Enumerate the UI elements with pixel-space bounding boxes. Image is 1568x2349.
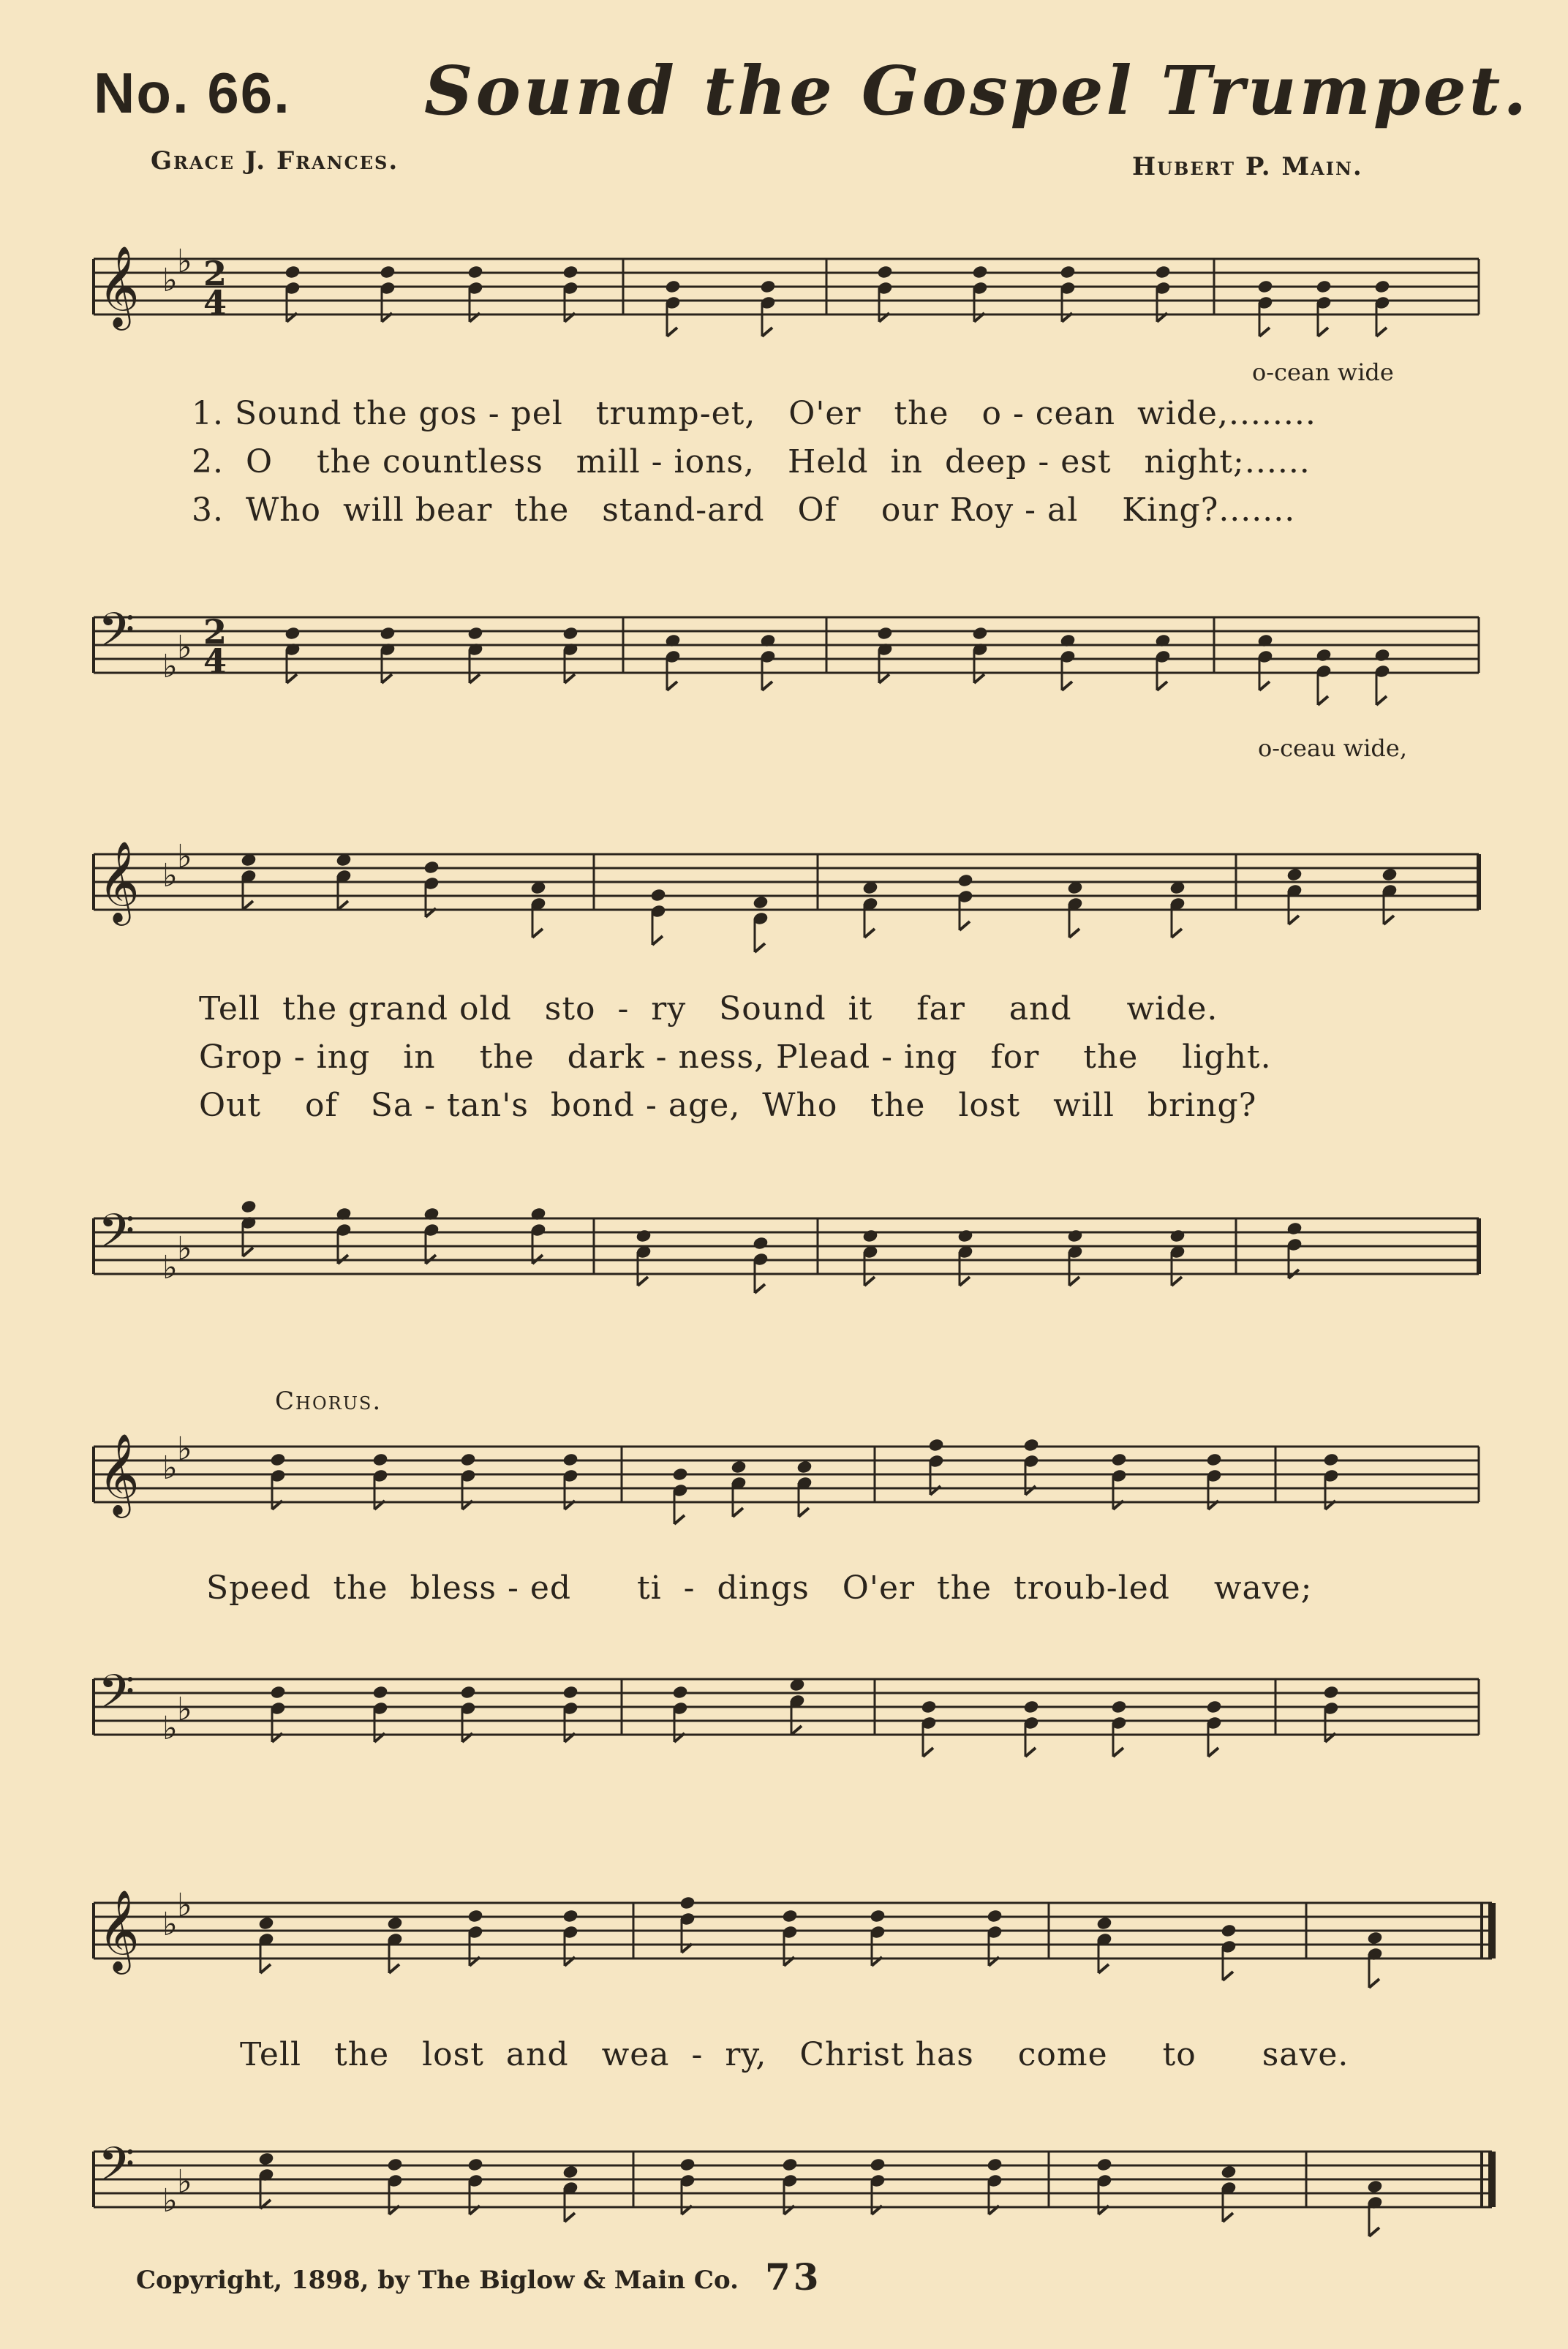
note-head bbox=[796, 1460, 813, 1474]
flat-icon: ♭ bbox=[162, 1249, 178, 1286]
note-head bbox=[284, 265, 301, 279]
flat-icon: ♭ bbox=[177, 629, 192, 666]
note-head bbox=[972, 626, 988, 640]
note-flag bbox=[1098, 1964, 1109, 1973]
note-flag bbox=[638, 1277, 648, 1286]
note-head bbox=[1111, 1700, 1127, 1713]
note-flag bbox=[791, 1726, 802, 1735]
flat-icon: ♭ bbox=[162, 1710, 178, 1747]
verse1-line1: 1. Sound the gos - pel trump-et, O'er the o - cean wide,........ bbox=[192, 395, 1316, 432]
bass-clef-icon: 𝄢 bbox=[98, 2138, 135, 2203]
note-head bbox=[870, 1909, 886, 1923]
chorus-line1: Speed the bless - ed ti - dings O'er the troub-led wave; bbox=[206, 1569, 1313, 1607]
note-flag bbox=[960, 1277, 970, 1286]
note-head bbox=[1023, 1700, 1039, 1713]
note-head bbox=[1111, 1452, 1127, 1466]
note-head bbox=[467, 626, 483, 640]
note-flag bbox=[1376, 328, 1387, 336]
note-head bbox=[1206, 1700, 1222, 1713]
note-flag bbox=[389, 1964, 399, 1973]
chorus-label: Chorus. bbox=[275, 1387, 382, 1416]
verse1-line2: Tell the grand old sto - ry Sound it far and wide. bbox=[199, 990, 1218, 1028]
note-flag bbox=[960, 921, 970, 930]
note-head bbox=[1286, 1221, 1303, 1235]
note-flag bbox=[1289, 916, 1299, 924]
hymn-number: No. 66. bbox=[94, 61, 291, 125]
flat-icon: ♭ bbox=[177, 1887, 192, 1924]
time-sig-bottom: 4 bbox=[203, 283, 227, 323]
page-number: 73 bbox=[765, 2255, 822, 2299]
note-flag bbox=[864, 929, 875, 938]
note-head bbox=[957, 1229, 973, 1243]
note-head bbox=[862, 1229, 878, 1243]
note-flag bbox=[879, 674, 889, 683]
note-head bbox=[1060, 265, 1076, 279]
note-flag bbox=[565, 2213, 575, 2222]
note-flag bbox=[1062, 682, 1072, 690]
note-head bbox=[387, 1916, 403, 1930]
note-head bbox=[1323, 1452, 1339, 1466]
note-head bbox=[284, 626, 301, 640]
note-flag bbox=[755, 943, 765, 952]
bass-clef-icon: 𝄢 bbox=[98, 1204, 135, 1270]
note-head bbox=[1367, 1931, 1383, 1945]
note-head bbox=[1316, 648, 1332, 662]
bass-clef-icon: 𝄢 bbox=[98, 603, 135, 669]
flat-icon: ♭ bbox=[162, 1449, 178, 1487]
flat-icon: ♭ bbox=[177, 2163, 192, 2201]
verse3-line2: Out of Sa - tan's bond - age, Who the lost will bring? bbox=[199, 1087, 1257, 1124]
note-flag bbox=[974, 674, 984, 683]
note-head bbox=[562, 1452, 578, 1466]
note-head bbox=[928, 1438, 944, 1452]
time-sig-bottom: 4 bbox=[203, 641, 227, 681]
note-head bbox=[1023, 1438, 1039, 1452]
note-head bbox=[258, 2152, 274, 2165]
note-flag bbox=[1376, 696, 1387, 705]
note-head bbox=[241, 1199, 257, 1213]
note-flag bbox=[1369, 1979, 1379, 1988]
flat-icon: ♭ bbox=[177, 1691, 192, 1728]
note-head bbox=[562, 626, 578, 640]
note-head bbox=[1286, 867, 1303, 881]
note-head bbox=[1206, 1452, 1222, 1466]
hymn-title: Sound the Gospel Trumpet. bbox=[424, 51, 1530, 130]
note-head bbox=[380, 265, 396, 279]
note-flag bbox=[1172, 929, 1182, 938]
note-head bbox=[1367, 2179, 1383, 2193]
note-flag bbox=[1259, 328, 1270, 336]
note-flag bbox=[1318, 328, 1328, 336]
note-flag bbox=[667, 328, 677, 336]
chorus-line2: Tell the lost and wea - ry, Christ has come to save. bbox=[240, 2036, 1349, 2073]
note-head bbox=[423, 860, 440, 874]
note-flag bbox=[260, 1964, 271, 1973]
note-flag bbox=[532, 929, 543, 938]
note-flag bbox=[470, 674, 480, 683]
note-head bbox=[562, 265, 578, 279]
note-flag bbox=[1025, 1748, 1036, 1757]
note-flag bbox=[1369, 2228, 1379, 2236]
verse3-line1: 3. Who will bear the stand-ard Of our Roy - al King?....... bbox=[192, 491, 1296, 529]
note-flag bbox=[287, 674, 297, 683]
note-head bbox=[258, 1916, 274, 1930]
time-sig-top: 2 bbox=[203, 254, 227, 293]
note-head bbox=[672, 1685, 688, 1699]
composer-credit: Hubert P. Main. bbox=[1132, 152, 1363, 181]
treble-clef-icon: 𝄞 bbox=[98, 840, 140, 922]
note-head bbox=[372, 1685, 388, 1699]
note-head bbox=[270, 1452, 286, 1466]
note-flag bbox=[799, 1508, 809, 1517]
note-flag bbox=[755, 1284, 765, 1293]
note-head bbox=[1155, 265, 1171, 279]
verse2-line1: 2. O the countless mill - ions, Held in deep - est night;...... bbox=[192, 443, 1311, 480]
note-head bbox=[387, 2157, 403, 2171]
treble-clef-icon: 𝄞 bbox=[98, 1889, 140, 1971]
note-head bbox=[467, 265, 483, 279]
note-flag bbox=[243, 1248, 253, 1256]
note-flag bbox=[674, 1515, 685, 1524]
lower-cue-lyric: o-ceau wide, bbox=[1258, 734, 1408, 762]
note-head bbox=[460, 1452, 476, 1466]
note-head bbox=[372, 1452, 388, 1466]
bass-clef-icon: 𝄢 bbox=[98, 1665, 135, 1731]
flat-icon: ♭ bbox=[162, 2182, 178, 2220]
note-head bbox=[562, 1685, 578, 1699]
note-head bbox=[672, 1467, 688, 1481]
note-flag bbox=[667, 682, 677, 690]
note-head bbox=[460, 1685, 476, 1699]
note-flag bbox=[1384, 916, 1394, 924]
note-flag bbox=[762, 328, 772, 336]
note-flag bbox=[1069, 929, 1079, 938]
note-head bbox=[1374, 648, 1390, 662]
note-head bbox=[679, 1896, 696, 1909]
copyright-notice: Copyright, 1898, by The Biglow & Main Co. bbox=[136, 2266, 739, 2295]
flat-icon: ♭ bbox=[162, 262, 178, 299]
note-head bbox=[1221, 1923, 1237, 1937]
note-head bbox=[562, 2165, 578, 2179]
note-head bbox=[1169, 1229, 1186, 1243]
note-head bbox=[753, 895, 769, 909]
treble-clef-icon: 𝄞 bbox=[98, 1433, 140, 1515]
note-head bbox=[562, 1909, 578, 1923]
note-head bbox=[636, 1229, 652, 1243]
treble-clef-icon: 𝄞 bbox=[98, 245, 140, 327]
note-head bbox=[1382, 867, 1398, 881]
note-flag bbox=[1223, 1972, 1233, 1980]
note-flag bbox=[1259, 682, 1270, 690]
note-head bbox=[877, 626, 893, 640]
note-head bbox=[1323, 1685, 1339, 1699]
note-flag bbox=[923, 1748, 933, 1757]
note-head bbox=[760, 279, 776, 293]
note-flag bbox=[565, 674, 575, 683]
note-head bbox=[1067, 1229, 1083, 1243]
note-head bbox=[467, 1909, 483, 1923]
note-flag bbox=[1318, 696, 1328, 705]
note-head bbox=[270, 1685, 286, 1699]
note-flag bbox=[1157, 682, 1167, 690]
note-flag bbox=[762, 682, 772, 690]
note-flag bbox=[243, 901, 253, 910]
note-head bbox=[782, 1909, 798, 1923]
note-head bbox=[650, 888, 666, 902]
note-head bbox=[467, 2157, 483, 2171]
flat-icon: ♭ bbox=[177, 1430, 192, 1468]
note-head bbox=[380, 626, 396, 640]
note-head bbox=[1316, 279, 1332, 293]
note-flag bbox=[864, 1277, 875, 1286]
note-flag bbox=[1113, 1748, 1123, 1757]
flat-icon: ♭ bbox=[177, 1230, 192, 1267]
note-flag bbox=[733, 1508, 743, 1517]
note-head bbox=[782, 2157, 798, 2171]
note-flag bbox=[652, 936, 663, 945]
flat-icon: ♭ bbox=[162, 857, 178, 894]
note-head bbox=[1257, 279, 1273, 293]
note-flag bbox=[1208, 1748, 1218, 1757]
note-head bbox=[972, 265, 988, 279]
note-flag bbox=[1223, 2213, 1233, 2222]
note-flag bbox=[1172, 1277, 1182, 1286]
flat-icon: ♭ bbox=[177, 838, 192, 875]
upper-cue-lyric: o-cean wide bbox=[1252, 358, 1394, 386]
verse2-line2: Grop - ing in the dark - ness, Plead - ing for the light. bbox=[199, 1038, 1272, 1076]
flat-icon: ♭ bbox=[177, 243, 192, 280]
note-head bbox=[987, 1909, 1003, 1923]
note-head bbox=[1096, 2157, 1112, 2171]
note-flag bbox=[338, 901, 348, 910]
note-head bbox=[731, 1460, 747, 1474]
flat-icon: ♭ bbox=[162, 648, 178, 685]
note-head bbox=[1374, 279, 1390, 293]
note-head bbox=[877, 265, 893, 279]
note-head bbox=[1096, 1916, 1112, 1930]
note-flag bbox=[1069, 1277, 1079, 1286]
author-credit: Grace J. Frances. bbox=[151, 146, 399, 176]
note-head bbox=[987, 2157, 1003, 2171]
note-head bbox=[957, 873, 973, 887]
note-head bbox=[870, 2157, 886, 2171]
flat-icon: ♭ bbox=[162, 1906, 178, 1943]
note-head bbox=[921, 1700, 937, 1713]
time-sig-top: 2 bbox=[203, 612, 227, 652]
note-head bbox=[679, 2157, 696, 2171]
note-head bbox=[1221, 2165, 1237, 2179]
note-head bbox=[753, 1236, 769, 1250]
note-head bbox=[665, 279, 681, 293]
note-flag bbox=[382, 674, 392, 683]
